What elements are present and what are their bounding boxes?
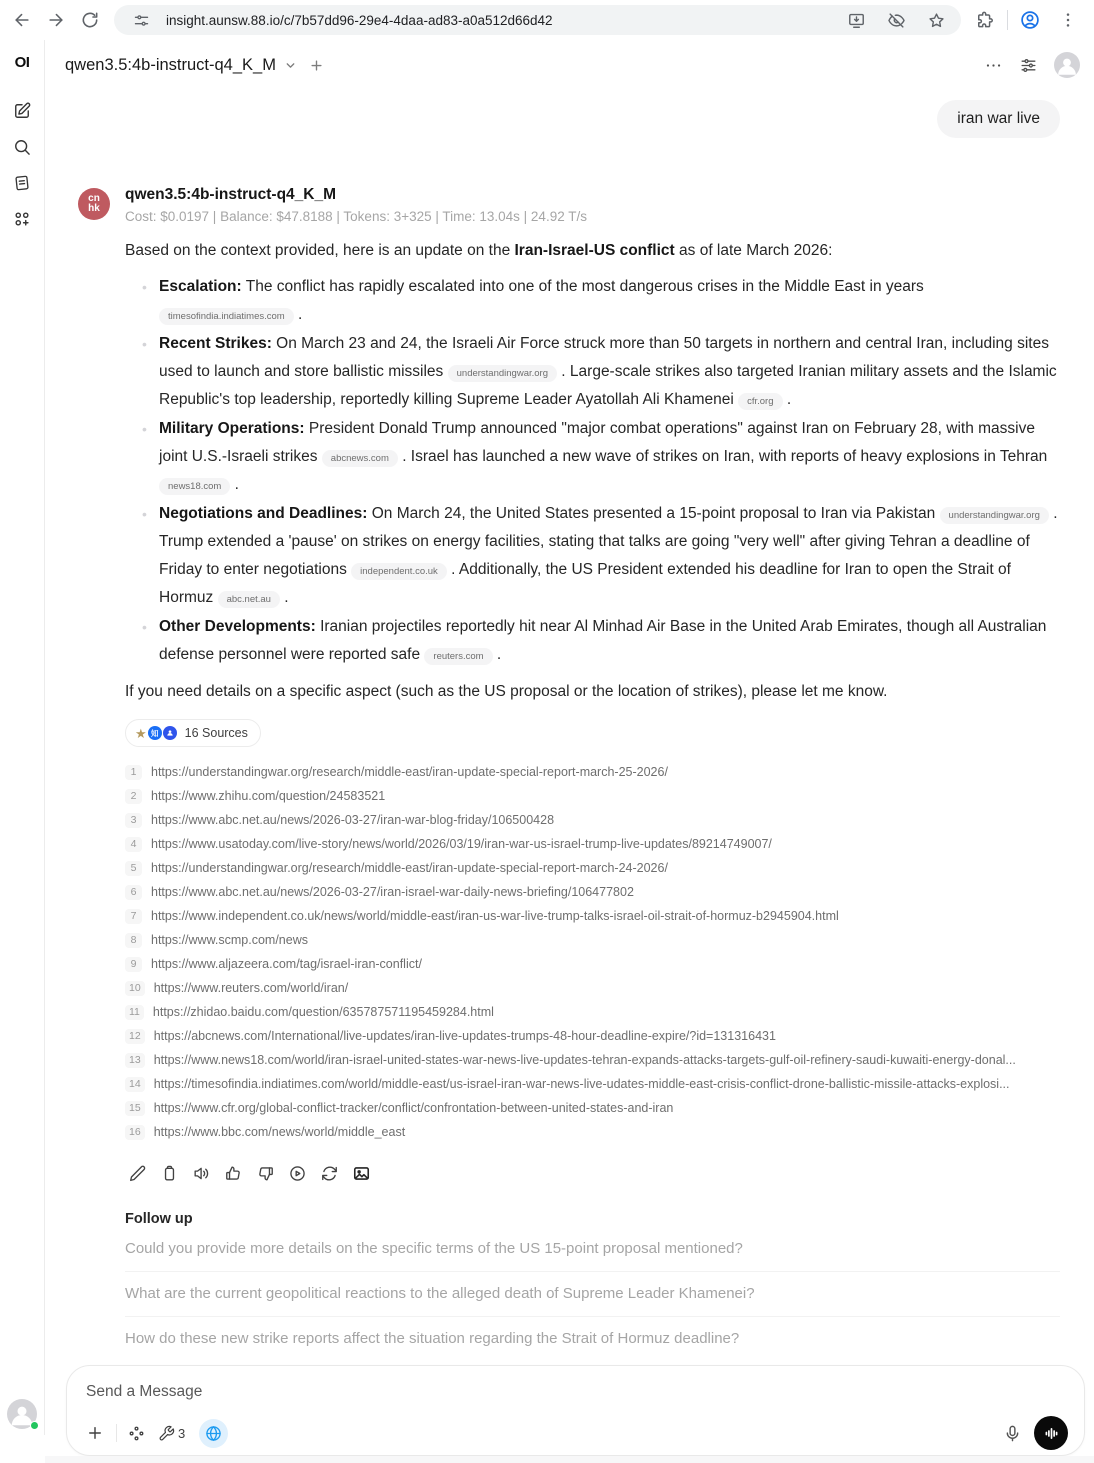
- attach-plus-icon[interactable]: [86, 1424, 104, 1442]
- source-url[interactable]: https://www.independent.co.uk/news/world/middle-east/iran-us-war-live-trump-talks-israel-oil-strait-of-hormuz-b2945904.html: [151, 909, 839, 923]
- source-row[interactable]: [125, 1096, 1060, 1120]
- regenerate-icon[interactable]: [317, 1161, 341, 1185]
- source-number: 7: [125, 909, 142, 924]
- source-number: 10: [125, 981, 145, 996]
- source-number: 12: [125, 1029, 145, 1044]
- site-info-icon[interactable]: [126, 5, 156, 35]
- source-url[interactable]: https://www.news18.com/world/iran-israel-united-states-war-news-live-updates-tehran-expands-attacks-targets-gulf-oil-refinery-saudi-kuwaiti-energy-donal...: [153, 1053, 1016, 1067]
- app-logo[interactable]: OI: [14, 54, 30, 71]
- chat-header: [45, 40, 1094, 90]
- header-user-avatar[interactable]: [1054, 52, 1080, 78]
- continue-response-icon[interactable]: [285, 1161, 309, 1185]
- more-options-icon[interactable]: [984, 56, 1003, 75]
- bullet-item: • Escalation: The conflict has rapidly escalated into one of the most dangerous crises in the Middle East in years timesofindia.indiatimes.com .: [148, 273, 1060, 329]
- message-actions: [125, 1161, 1060, 1185]
- citation-chip[interactable]: understandingwar.org: [448, 365, 557, 382]
- citation-chip[interactable]: independent.co.uk: [351, 563, 447, 580]
- composer: [45, 1361, 1094, 1456]
- integrations-icon[interactable]: [127, 1424, 146, 1443]
- star-favicon-icon: ★: [135, 725, 147, 741]
- web-search-globe-icon[interactable]: [199, 1419, 228, 1448]
- source-row[interactable]: [125, 952, 1060, 976]
- source-number: 5: [125, 861, 142, 876]
- bullet-list: [125, 273, 1060, 669]
- reload-icon[interactable]: [74, 4, 106, 36]
- extensions-icon[interactable]: [969, 4, 1001, 36]
- thumbs-up-icon[interactable]: [221, 1161, 245, 1185]
- bullet-label: Military Operations:: [159, 420, 305, 437]
- source-number: 3: [125, 813, 142, 828]
- zhihu-favicon-icon: 知: [148, 726, 162, 740]
- follow-up-question[interactable]: Could you provide more details on the specific terms of the US 15-point proposal mentioned?: [125, 1227, 1060, 1272]
- source-row[interactable]: [125, 1000, 1060, 1024]
- new-chat-icon[interactable]: [6, 95, 38, 127]
- source-row[interactable]: [125, 880, 1060, 904]
- copy-icon[interactable]: [157, 1161, 181, 1185]
- source-row[interactable]: [125, 1120, 1060, 1144]
- source-url[interactable]: https://www.scmp.com/news: [151, 933, 308, 947]
- sidebar: [0, 40, 45, 1435]
- source-url[interactable]: https://timesofindia.indiatimes.com/world/middle-east/us-israel-iran-war-news-live-udates-middle-east-crisis-conflict-drone-ballistic-missile-attacks-explosi...: [153, 1077, 1010, 1091]
- citation-chip[interactable]: abc.net.au: [218, 591, 280, 608]
- source-number: 2: [125, 789, 142, 804]
- source-number: 13: [125, 1053, 145, 1068]
- zhidao-favicon-icon: [163, 726, 177, 740]
- source-number: 11: [125, 1005, 144, 1020]
- source-url[interactable]: https://zhidao.baidu.com/question/635787571195459284.html: [152, 1005, 494, 1019]
- message-input-placeholder[interactable]: Send a Message: [86, 1383, 203, 1400]
- chat-messages: [45, 90, 1094, 1361]
- bullet-label: Escalation:: [159, 278, 242, 295]
- sources-list: [125, 760, 1060, 1144]
- closing-paragraph: If you need details on a specific aspect (such as the US proposal or the location of strikes), please let me know.: [125, 683, 888, 700]
- read-aloud-icon[interactable]: [189, 1161, 213, 1185]
- source-number: 15: [125, 1101, 145, 1116]
- add-model-icon[interactable]: [309, 58, 324, 73]
- notes-icon[interactable]: [6, 167, 38, 199]
- source-url[interactable]: https://understandingwar.org/research/middle-east/iran-update-special-report-march-25-2026/: [151, 765, 668, 779]
- bullet-item: • Recent Strikes: On March 23 and 24, the Israeli Air Force struck more than 50 targets in northern and central Iran, including sites used to launch and store ballistic missiles understandingwar.org . Large-scale strikes also targeted Iranian military assets and the Islamic Republic's top leadership, reportedly killing Supreme Leader Ayatollah Ali Khamenei cfr.org .: [148, 330, 1060, 414]
- follow-up-section: [125, 1211, 1060, 1361]
- source-url[interactable]: https://www.zhihu.com/question/24583521: [151, 789, 386, 803]
- source-number: 1: [125, 765, 142, 780]
- source-url[interactable]: https://www.usatoday.com/live-story/news/world/2026/03/19/iran-war-us-israel-trump-live-updates/89214749007/: [151, 837, 772, 851]
- model-avatar-text: hk: [88, 203, 100, 214]
- source-url[interactable]: https://www.abc.net.au/news/2026-03-27/iran-war-blog-friday/106500428: [151, 813, 555, 827]
- intro-paragraph: Based on the context provided, here is an update on the Iran-Israel-US conflict as of late March 2026:: [125, 242, 833, 259]
- source-row[interactable]: [125, 928, 1060, 952]
- model-avatar-text: cn: [88, 193, 100, 204]
- citation-chip[interactable]: understandingwar.org: [940, 507, 1049, 524]
- source-row[interactable]: [125, 976, 1060, 1000]
- source-url[interactable]: https://www.bbc.com/news/world/middle_east: [153, 1125, 406, 1139]
- source-url[interactable]: https://www.aljazeera.com/tag/israel-iran-conflict/: [151, 957, 422, 971]
- source-row[interactable]: [125, 1048, 1060, 1072]
- artifacts-image-icon[interactable]: [349, 1161, 373, 1185]
- online-status-dot: [30, 1421, 39, 1430]
- source-number: 14: [125, 1077, 145, 1092]
- follow-up-question[interactable]: How do these new strike reports affect the situation regarding the Strait of Hormuz deadline?: [125, 1330, 740, 1347]
- url-text[interactable]: insight.aunsw.88.io/c/7b57dd96-29e4-4daa-ad83-a0a512d66d42: [166, 12, 553, 28]
- message-input-box[interactable]: [66, 1365, 1085, 1456]
- source-number: 6: [125, 885, 142, 900]
- usage-stats: Cost: $0.0197 | Balance: $47.8188 | Tokens: 3+325 | Time: 13.04s | 24.92 T/s: [125, 209, 587, 224]
- chrome-profile-icon[interactable]: [1014, 4, 1046, 36]
- citation-chip[interactable]: reuters.com: [424, 648, 492, 665]
- bullet-label: Other Developments:: [159, 618, 316, 635]
- back-icon[interactable]: [6, 4, 38, 36]
- page-bottom-strip: [45, 1456, 1094, 1463]
- bullet-label: Recent Strikes:: [159, 335, 272, 352]
- voice-mode-icon[interactable]: [1034, 1416, 1068, 1450]
- source-number: 16: [125, 1125, 145, 1140]
- hide-eye-icon[interactable]: [881, 5, 911, 35]
- source-number: 4: [125, 837, 142, 852]
- tools-wrench-icon[interactable]: [158, 1425, 175, 1442]
- user-message-bubble[interactable]: iran war live: [937, 100, 1060, 138]
- address-bar[interactable]: [114, 5, 961, 35]
- source-row[interactable]: [125, 784, 1060, 808]
- source-row[interactable]: [125, 1072, 1060, 1096]
- browser-toolbar: [0, 0, 1094, 40]
- source-row[interactable]: [125, 1024, 1060, 1048]
- source-row[interactable]: [125, 904, 1060, 928]
- citation-chip[interactable]: abcnews.com: [322, 450, 398, 467]
- chevron-down-icon[interactable]: [284, 59, 297, 72]
- follow-up-question[interactable]: What are the current geopolitical reactions to the alleged death of Supreme Leader Khamenei?: [125, 1272, 1060, 1317]
- source-number: 8: [125, 933, 142, 948]
- chat-controls-icon[interactable]: [1019, 56, 1038, 75]
- sources-toggle[interactable]: [125, 719, 261, 747]
- bullet-item: • Military Operations: President Donald Trump announced "major combat operations" against Iran on February 28, with massive joint U.S.-Israeli strikes abcnews.com . Israel has launched a new wave of strikes on Iran, with reports of heavy explosions in Tehran news18.com .: [148, 415, 1060, 499]
- source-url[interactable]: https://www.reuters.com/world/iran/: [153, 981, 349, 995]
- edit-icon[interactable]: [125, 1161, 149, 1185]
- model-avatar: [78, 188, 110, 220]
- composer-divider: [116, 1424, 117, 1442]
- assistant-model-name: qwen3.5:4b-instruct-q4_K_M: [125, 186, 337, 203]
- follow-up-title: Follow up: [125, 1211, 193, 1227]
- bullet-item: • Negotiations and Deadlines: On March 24, the United States presented a 15-point proposal to Iran via Pakistan understandingwar.org . Trump extended a 'pause' on strikes on energy facilities, stating that talks are going "very well" after giving Tehran a deadline of Friday to enter negotiations independent.co.uk . Additionally, the US President extended his deadline for Iran to open the Strait of Hormuz abc.net.au .: [148, 500, 1060, 612]
- bullet-label: Negotiations and Deadlines:: [159, 505, 368, 522]
- source-row[interactable]: [125, 856, 1060, 880]
- citation-chip[interactable]: timesofindia.indiatimes.com: [159, 308, 294, 325]
- source-number: 9: [125, 957, 142, 972]
- source-url[interactable]: https://understandingwar.org/research/middle-east/iran-update-special-report-march-24-2026/: [151, 861, 668, 875]
- source-url[interactable]: https://www.cfr.org/global-conflict-tracker/conflict/confrontation-between-united-states-and-iran: [153, 1101, 674, 1115]
- assistant-message: [78, 186, 1060, 1361]
- forward-icon[interactable]: [40, 4, 72, 36]
- toolbar-divider: [1007, 10, 1008, 30]
- microphone-icon[interactable]: [1003, 1424, 1022, 1443]
- follow-up-list: [125, 1227, 1060, 1361]
- source-url[interactable]: https://abcnews.com/International/live-updates/iran-live-updates-trumps-48-hour-deadline-expire/?id=131316431: [153, 1029, 776, 1043]
- thumbs-down-icon[interactable]: [253, 1161, 277, 1185]
- bookmark-star-icon[interactable]: [921, 5, 951, 35]
- browser-menu-icon[interactable]: [1052, 4, 1084, 36]
- model-selector[interactable]: [65, 56, 324, 75]
- bullet-item: • Other Developments: Iranian projectiles reportedly hit near Al Minhad Air Base in the United Arab Emirates, though all Australian defense personnel were reported safe reuters.com .: [148, 613, 1060, 669]
- workspace-icon[interactable]: [6, 203, 38, 235]
- sources-count-label: 16 Sources: [184, 726, 248, 740]
- source-url[interactable]: https://www.abc.net.au/news/2026-03-27/iran-israel-war-daily-news-briefing/106477802: [151, 885, 634, 899]
- model-name[interactable]: qwen3.5:4b-instruct-q4_K_M: [65, 55, 276, 74]
- source-row[interactable]: [125, 760, 1060, 784]
- source-row[interactable]: [125, 832, 1060, 856]
- source-row[interactable]: [125, 808, 1060, 832]
- citation-chip[interactable]: cfr.org: [738, 393, 782, 410]
- citation-chip[interactable]: news18.com: [159, 478, 230, 495]
- tools-count[interactable]: 3: [178, 1425, 186, 1441]
- install-app-icon[interactable]: [841, 5, 871, 35]
- search-icon[interactable]: [6, 131, 38, 163]
